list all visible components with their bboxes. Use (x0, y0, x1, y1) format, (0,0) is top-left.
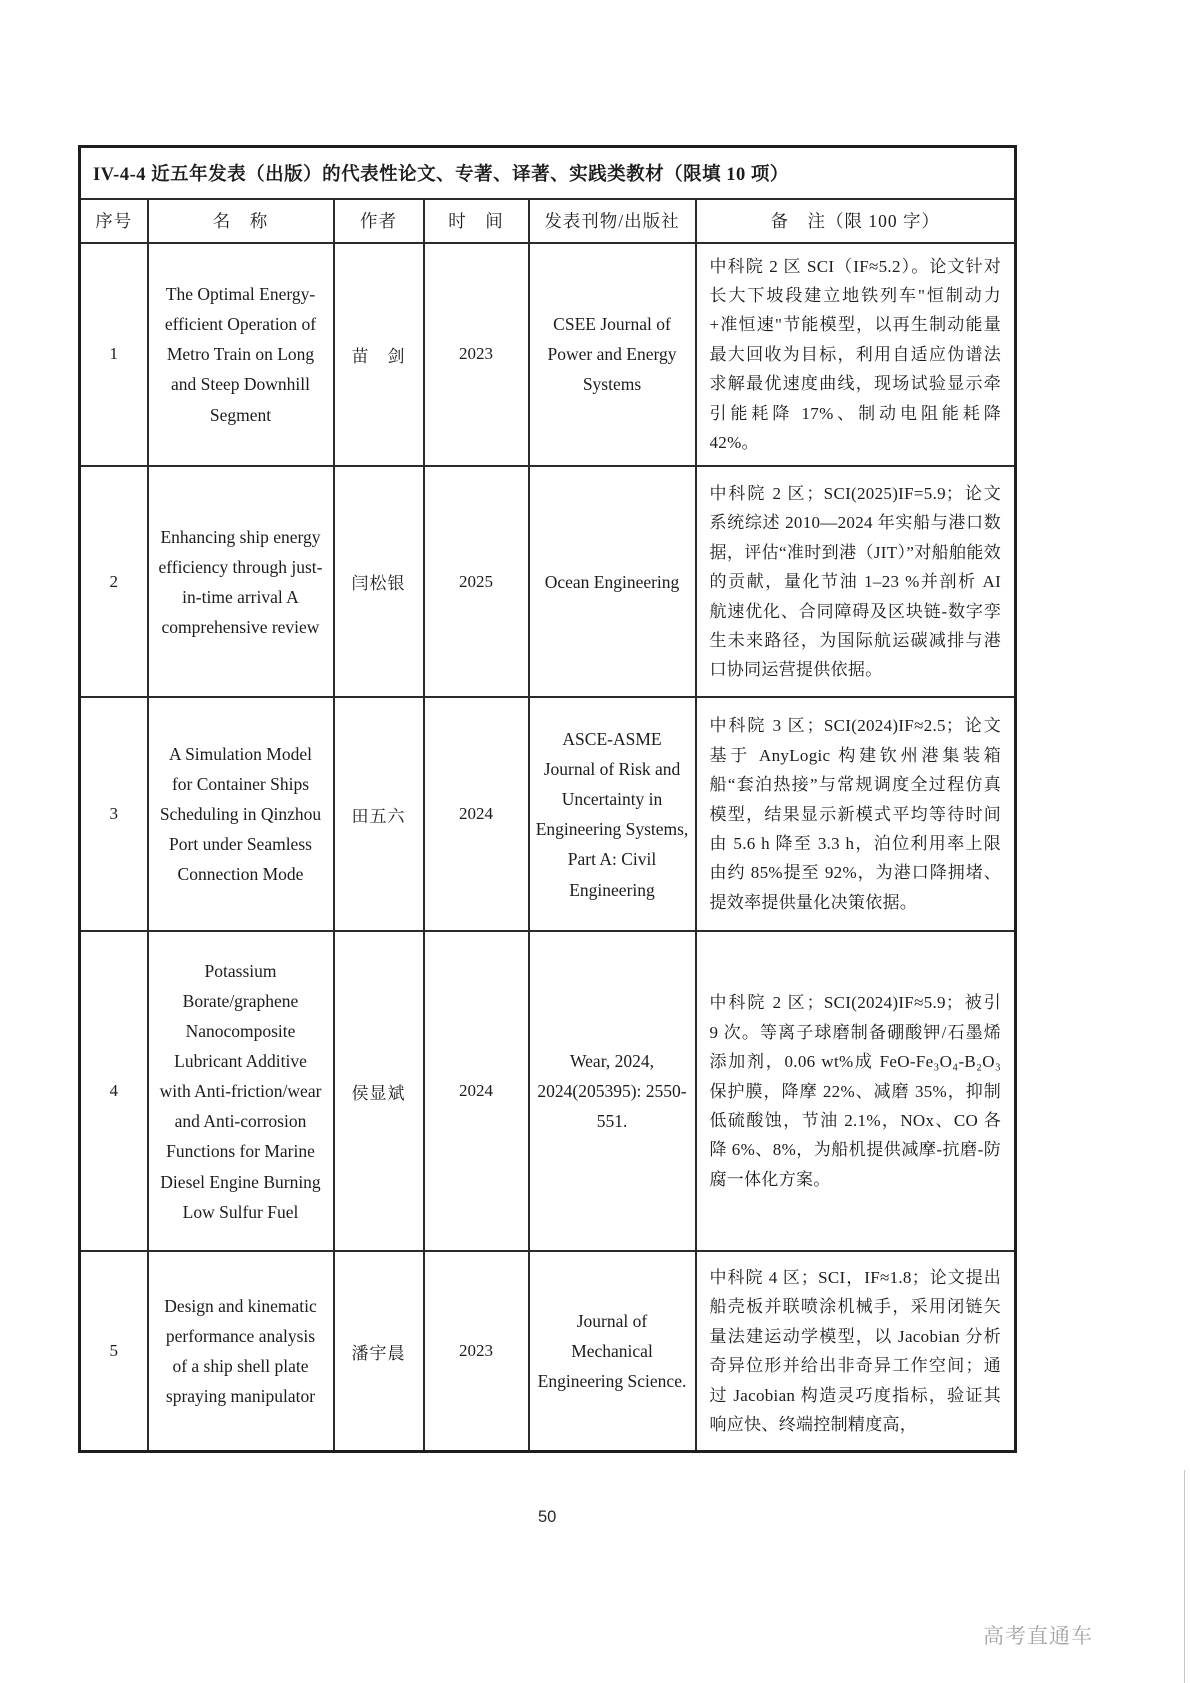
cell-no: 2 (80, 466, 148, 697)
col-header-author: 作者 (334, 199, 424, 243)
cell-remark: 中科院 2 区 SCI（IF≈5.2）。论文针对长大下坡段建立地铁列车"恒制动力+准恒速"节能模型，以再生制动能量最大回收为目标，利用自适应伪谱法求解最优速度曲线，现场试验显示牵引能耗降 17%、制动电阻能耗降 42%。 (696, 243, 1016, 467)
cell-author: 苗 剑 (334, 243, 424, 467)
cell-year: 2023 (424, 243, 529, 467)
cell-remark: 中科院 4 区；SCI，IF≈1.8；论文提出船壳板并联喷涂机械手，采用闭链矢量法建运动学模型，以 Jacobian 分析奇异位形并给出非奇异工作空间；通过 Jacobian 构造灵巧度指标，验证其响应快、终端控制精度高， (696, 1251, 1016, 1451)
cell-name: Enhancing ship energy efficiency through just-in-time arrival A comprehensive review (148, 466, 334, 697)
table-body (80, 243, 1016, 1452)
cell-remark: 中科院 3 区；SCI(2024)IF≈2.5；论文基于 AnyLogic 构建钦州港集装箱船“套泊热接”与常规调度全过程仿真模型，结果显示新模式平均等待时间由 5.6 h 降至 3.3 h，泊位利用率上限由约 85%提至 92%，为港口降拥堵、提效率提供量化决策依据。 (696, 697, 1016, 931)
cell-author: 闫松银 (334, 466, 424, 697)
cell-author: 田五六 (334, 697, 424, 931)
cell-author: 潘宇晨 (334, 1251, 424, 1451)
cell-no: 5 (80, 1251, 148, 1451)
cell-author: 侯显斌 (334, 931, 424, 1251)
watermark-text: 高考直通车 (983, 1625, 1093, 1648)
publications-table (78, 145, 1017, 1453)
col-header-time: 时 间 (424, 199, 529, 243)
cell-name: Potassium Borate/graphene Nanocomposite Lubricant Additive with Anti-friction/wear and Anti-corrosion Functions for Marine Diesel Engine Burning Low Sulfur Fuel (148, 931, 334, 1251)
table-row (80, 697, 1016, 931)
cell-remark: 中科院 2 区；SCI(2025)IF=5.9；论文系统综述 2010—2024 年实船与港口数据，评估“准时到港（JIT）”对船舶能效的贡献，量化节油 1–23 %并剖析 AI 航速优化、合同障碍及区块链-数字孪生未来路径，为国际航运碳减排与港口协同运营提供依据。 (696, 466, 1016, 697)
col-header-name: 名 称 (148, 199, 334, 243)
page-number: 50 (538, 1508, 557, 1526)
table-title-row (80, 147, 1016, 199)
table-title: IV-4-4 近五年发表（出版）的代表性论文、专著、译著、实践类教材（限填 10 项） (80, 147, 1016, 199)
col-header-remark: 备 注（限 100 字） (696, 199, 1016, 243)
cell-year: 2024 (424, 697, 529, 931)
col-header-no: 序号 (80, 199, 148, 243)
cell-no: 1 (80, 243, 148, 467)
table-row (80, 466, 1016, 697)
table-row (80, 1251, 1016, 1451)
cell-remark: 中科院 2 区；SCI(2024)IF≈5.9；被引 9 次。等离子球磨制备硼酸钾/石墨烯添加剂，0.06 wt%成 FeO-Fe₃O₄-B₂O₃保护膜，降摩 22%、减磨 35%，抑制低硫酸蚀，节油 2.1%，NOx、CO 各降 6%、8%，为船机提供减摩-抗磨-防腐一体化方案。 (696, 931, 1016, 1251)
cell-pub: Wear, 2024, 2024(205395): 2550-551. (529, 931, 696, 1251)
cell-name: The Optimal Energy-efficient Operation of Metro Train on Long and Steep Downhill Segment (148, 243, 334, 467)
cell-year: 2024 (424, 931, 529, 1251)
cell-name: A Simulation Model for Container Ships Scheduling in Qinzhou Port under Seamless Connection Mode (148, 697, 334, 931)
col-header-publication: 发表刊物/出版社 (529, 199, 696, 243)
cell-year: 2025 (424, 466, 529, 697)
cell-pub: Journal of Mechanical Engineering Science. (529, 1251, 696, 1451)
cell-pub: Ocean Engineering (529, 466, 696, 697)
table-row (80, 931, 1016, 1251)
cell-pub: ASCE-ASME Journal of Risk and Uncertainty in Engineering Systems, Part A: Civil Engineering (529, 697, 696, 931)
cell-pub: CSEE Journal of Power and Energy Systems (529, 243, 696, 467)
cell-no: 4 (80, 931, 148, 1251)
scan-edge-line (1184, 1470, 1185, 1683)
cell-year: 2023 (424, 1251, 529, 1451)
table-header-row (80, 199, 1016, 243)
cell-no: 3 (80, 697, 148, 931)
cell-name: Design and kinematic performance analysis of a ship shell plate spraying manipulator (148, 1251, 334, 1451)
table-row (80, 243, 1016, 467)
